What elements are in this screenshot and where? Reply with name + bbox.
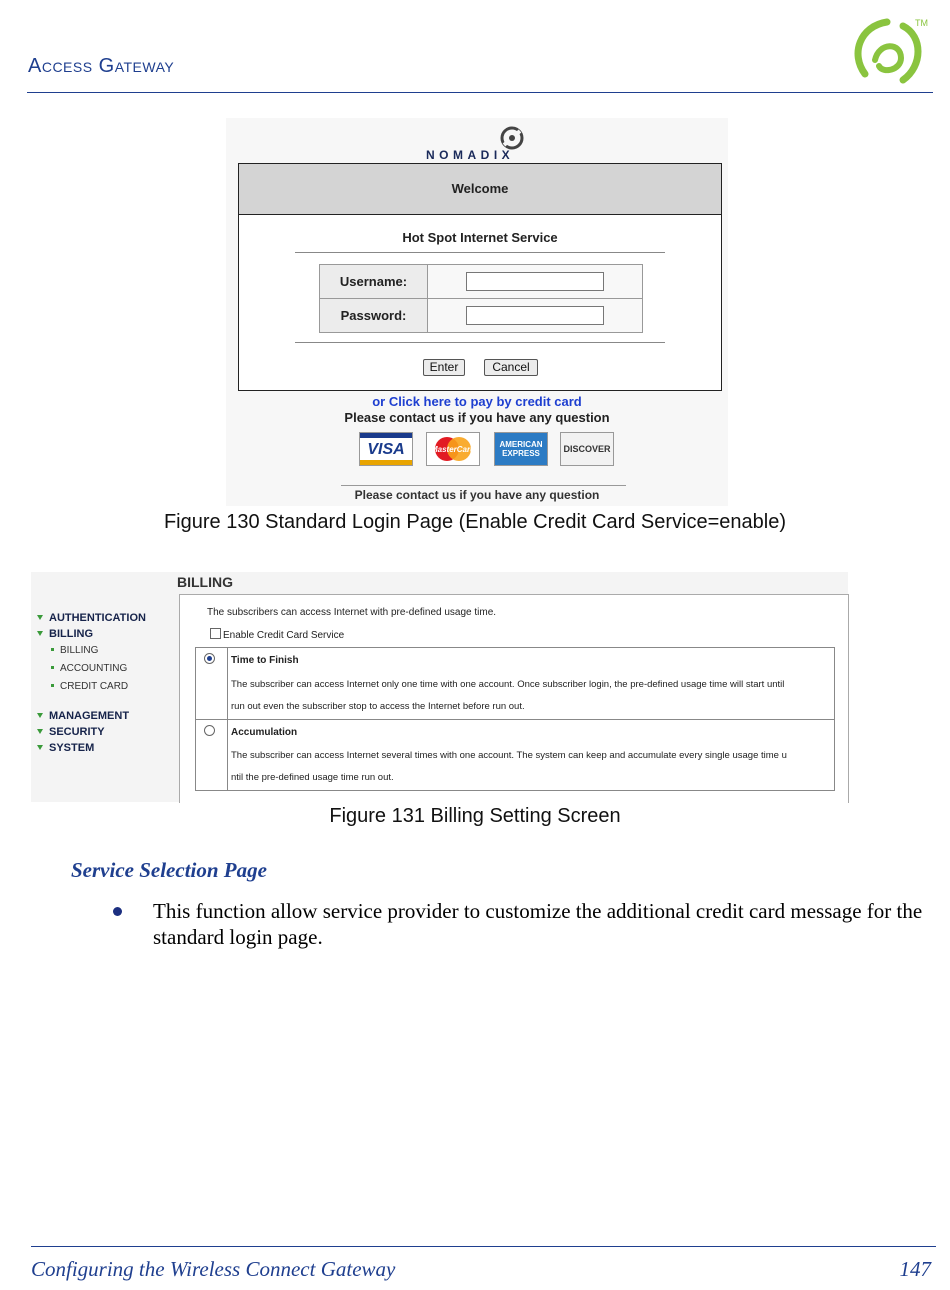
enable-credit-card-label: Enable Credit Card Service <box>223 630 345 641</box>
divider <box>295 342 665 343</box>
option-time-to-finish <box>196 648 834 720</box>
chevron-down-icon <box>37 615 43 620</box>
nav-item-security[interactable]: SECURITY <box>37 726 105 738</box>
accumulation-radio[interactable] <box>204 725 215 736</box>
american-express-card-icon <box>494 432 548 466</box>
amex-line1: AMERICAN <box>499 440 543 449</box>
chevron-down-icon <box>37 729 43 734</box>
username-input[interactable] <box>466 272 604 291</box>
time-to-finish-radio[interactable] <box>204 653 215 664</box>
settings-nav <box>31 572 171 802</box>
section-heading: Service Selection Page <box>71 858 267 882</box>
billing-options-table <box>195 647 835 791</box>
page-number: 147 <box>899 1257 931 1281</box>
billing-description: The subscribers can access Internet with pre-defined usage time. <box>207 607 497 618</box>
bullet-icon <box>113 907 122 916</box>
nav-sub-credit-card[interactable]: CREDIT CARD <box>51 681 128 692</box>
option-accumulation <box>196 720 834 791</box>
cancel-button[interactable]: Cancel <box>484 359 538 376</box>
option-text: ntil the pre-defined usage time run out. <box>231 772 394 783</box>
mastercard-circles-icon <box>427 433 479 465</box>
header-title: Access Gateway <box>28 55 175 77</box>
option-text: The subscriber can access Internet only one time with one account. Once subscriber login, the pre-defined usage time will start until <box>231 679 785 690</box>
bullet-icon <box>51 666 54 669</box>
service-title: Hot Spot Internet Service <box>402 230 558 245</box>
billing-panel-title: BILLING <box>177 574 233 590</box>
option-text: run out even the subscriber stop to access the Internet before run out. <box>231 701 525 712</box>
login-form <box>238 163 722 391</box>
footer-divider <box>31 1246 936 1247</box>
visa-card-label: VISA <box>367 441 405 458</box>
chevron-down-icon <box>37 713 43 718</box>
nav-item-billing[interactable]: BILLING <box>37 628 93 640</box>
nav-item-authentication[interactable]: AUTHENTICATION <box>37 612 146 624</box>
enable-credit-card-row <box>210 628 344 641</box>
discover-card-icon <box>560 432 614 466</box>
bullet-icon <box>51 684 54 687</box>
visa-card-icon <box>359 432 413 466</box>
option-text: The subscriber can access Internet several times with one account. The system can keep and accumulate every single usage time u <box>231 750 787 761</box>
enable-credit-card-checkbox[interactable] <box>210 628 221 639</box>
svg-text:TM: TM <box>915 18 928 28</box>
welcome-bar <box>239 164 721 215</box>
password-row <box>320 299 642 332</box>
enter-button[interactable]: Enter <box>423 359 465 376</box>
nav-sub-accounting[interactable]: ACCOUNTING <box>51 663 127 674</box>
pay-by-credit-card-link[interactable]: or Click here to pay by credit card <box>372 394 582 409</box>
nav-item-system[interactable]: SYSTEM <box>37 742 94 754</box>
billing-panel <box>179 594 849 803</box>
bullet-text: This function allow service provider to customize the additional credit card message for the standard login page. <box>153 899 923 949</box>
username-row <box>320 265 642 299</box>
figure-130-caption: Figure 130 Standard Login Page (Enable Credit Card Service=enable) <box>163 511 787 533</box>
credentials-table <box>319 264 643 333</box>
figure-131-caption: Figure 131 Billing Setting Screen <box>329 805 621 827</box>
header-divider <box>27 92 933 93</box>
discover-label: DISCOVER <box>563 444 611 454</box>
bullet-icon <box>51 648 54 651</box>
password-input[interactable] <box>466 306 604 325</box>
chevron-down-icon <box>37 745 43 750</box>
password-label: Password: <box>320 299 428 332</box>
welcome-heading: Welcome <box>451 181 509 196</box>
mastercard-label: MasterCard <box>430 445 476 454</box>
mastercard-icon <box>426 432 480 466</box>
contact-message: Please contact us if you have any question <box>344 410 610 425</box>
nav-item-management[interactable]: MANAGEMENT <box>37 710 129 722</box>
nav-sub-billing[interactable]: BILLING <box>51 645 98 656</box>
amex-line2: EXPRESS <box>502 449 540 458</box>
option-title: Accumulation <box>231 727 298 738</box>
company-logo-icon <box>845 14 935 90</box>
username-label: Username: <box>320 265 428 298</box>
footer-title: Configuring the Wireless Connect Gateway <box>31 1257 396 1281</box>
standard-login-page-figure <box>226 118 728 506</box>
nomadix-wordmark: NOMADIX <box>426 148 515 162</box>
contact-footer-message: Please contact us if you have any question <box>354 488 600 502</box>
chevron-down-icon <box>37 631 43 636</box>
billing-setting-figure <box>31 572 848 802</box>
option-title: Time to Finish <box>231 655 299 666</box>
divider <box>295 252 665 253</box>
divider <box>341 485 626 486</box>
